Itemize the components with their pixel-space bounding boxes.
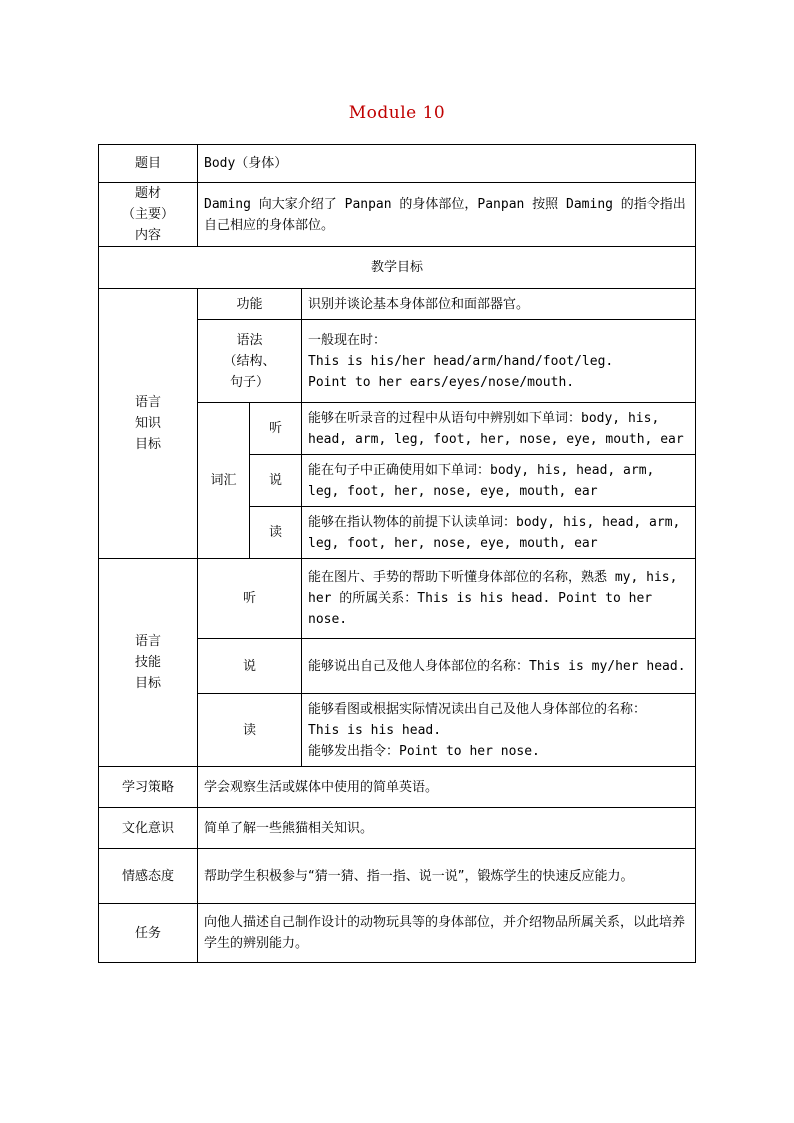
vocab-speak-value: 能在句子中正确使用如下单词：body, his, head, arm, leg, foot, her, nose, eye, mouth, ear <box>302 455 696 507</box>
vocab-read-label: 读 <box>250 507 302 559</box>
strategy-row <box>99 767 696 808</box>
topic-value: Body（身体） <box>198 145 696 183</box>
task-value: 向他人描述自己制作设计的动物玩具等的身体部位，并介绍物品所属关系，以此培养学生的辨别能力。 <box>198 904 696 963</box>
skills-speak-label: 说 <box>198 639 302 694</box>
strategy-label: 学习策略 <box>99 767 198 808</box>
vocab-listen-value: 能够在听录音的过程中从语句中辨别如下单词：body, his, head, arm, leg, foot, her, nose, eye, mouth, ear <box>302 403 696 455</box>
skills-read-value: 能够看图或根据实际情况读出自己及他人身体部位的名称： This is his head. 能够发出指令：Point to her nose. <box>302 694 696 767</box>
content-row <box>99 183 696 247</box>
function-row <box>99 289 696 320</box>
culture-value: 简单了解一些熊猫相关知识。 <box>198 808 696 849</box>
topic-row <box>99 145 696 183</box>
skills-listen-value: 能在图片、手势的帮助下听懂身体部位的名称，熟悉 my, his, her 的所属关系：This is his head. Point to her nose. <box>302 559 696 639</box>
function-label: 功能 <box>198 289 302 320</box>
skills-listen-label: 听 <box>198 559 302 639</box>
skills-read-label: 读 <box>198 694 302 767</box>
vocab-read-value: 能够在指认物体的前提下认读单词：body, his, head, arm, leg, foot, her, nose, eye, mouth, ear <box>302 507 696 559</box>
objectives-header-row <box>99 247 696 289</box>
vocab-speak-label: 说 <box>250 455 302 507</box>
function-value: 识别并谈论基本身体部位和面部器官。 <box>302 289 696 320</box>
strategy-value: 学会观察生活或媒体中使用的简单英语。 <box>198 767 696 808</box>
attitude-value: 帮助学生积极参与“猜一猜、指一指、说一说”，锻炼学生的快速反应能力。 <box>198 849 696 904</box>
lesson-plan-table <box>98 144 696 963</box>
task-label: 任务 <box>99 904 198 963</box>
attitude-row <box>99 849 696 904</box>
content-value: Daming 向大家介绍了 Panpan 的身体部位，Panpan 按照 Daming 的指令指出自己相应的身体部位。 <box>198 183 696 247</box>
task-row <box>99 904 696 963</box>
attitude-label: 情感态度 <box>99 849 198 904</box>
document-title: Module 10 <box>348 103 446 123</box>
content-label: 题材 （主要） 内容 <box>99 183 198 247</box>
skills-speak-value: 能够说出自己及他人身体部位的名称：This is my/her head. <box>302 639 696 694</box>
vocab-listen-label: 听 <box>250 403 302 455</box>
culture-label: 文化意识 <box>99 808 198 849</box>
grammar-label: 语法 （结构、 句子） <box>198 320 302 403</box>
culture-row <box>99 808 696 849</box>
vocabulary-label: 词汇 <box>198 403 250 559</box>
language-skills-label: 语言 技能 目标 <box>99 559 198 767</box>
objectives-header: 教学目标 <box>99 247 696 289</box>
skills-listen-row <box>99 559 696 639</box>
topic-label: 题目 <box>99 145 198 183</box>
language-knowledge-label: 语言 知识 目标 <box>99 289 198 559</box>
grammar-value: 一般现在时： This is his/her head/arm/hand/foot/leg. Point to her ears/eyes/nose/mouth. <box>302 320 696 403</box>
